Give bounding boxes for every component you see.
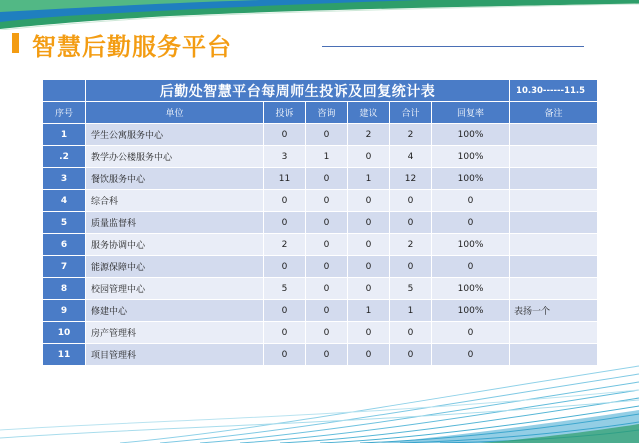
cell-suggestions: 0	[348, 322, 390, 344]
table-row	[43, 322, 598, 344]
cell-unit: 房产管理科	[86, 322, 264, 344]
cell-remarks	[510, 124, 598, 146]
cell-remarks	[510, 146, 598, 168]
header-reply-rate: 回复率	[432, 102, 510, 124]
cell-inquiries: 0	[306, 344, 348, 366]
cell-unit: 修建中心	[86, 300, 264, 322]
table-row	[43, 212, 598, 234]
cell-suggestions: 0	[348, 146, 390, 168]
cell-seq: 5	[43, 212, 86, 234]
cell-unit: 项目管理科	[86, 344, 264, 366]
table-row	[43, 234, 598, 256]
cell-inquiries: 0	[306, 234, 348, 256]
header-unit: 单位	[86, 102, 264, 124]
table-title-row	[43, 80, 598, 102]
cell-remarks	[510, 234, 598, 256]
cell-complaints: 0	[264, 190, 306, 212]
cell-suggestions: 1	[348, 168, 390, 190]
statistics-table	[42, 79, 598, 366]
cell-total: 0	[390, 212, 432, 234]
bottom-wave-decoration	[0, 360, 639, 443]
cell-total: 1	[390, 300, 432, 322]
cell-unit: 校园管理中心	[86, 278, 264, 300]
cell-unit: 学生公寓服务中心	[86, 124, 264, 146]
cell-suggestions: 0	[348, 234, 390, 256]
cell-suggestions: 2	[348, 124, 390, 146]
cell-reply-rate: 100%	[432, 168, 510, 190]
top-wave-decoration	[0, 0, 639, 30]
cell-remarks	[510, 212, 598, 234]
cell-inquiries: 0	[306, 322, 348, 344]
cell-seq: 10	[43, 322, 86, 344]
cell-complaints: 0	[264, 344, 306, 366]
cell-reply-rate: 100%	[432, 278, 510, 300]
cell-complaints: 0	[264, 300, 306, 322]
cell-total: 5	[390, 278, 432, 300]
cell-unit: 餐饮服务中心	[86, 168, 264, 190]
cell-total: 0	[390, 344, 432, 366]
cell-complaints: 5	[264, 278, 306, 300]
cell-unit: 质量监督科	[86, 212, 264, 234]
cell-seq: 3	[43, 168, 86, 190]
cell-seq: 11	[43, 344, 86, 366]
cell-complaints: 3	[264, 146, 306, 168]
table-row	[43, 278, 598, 300]
header-total: 合计	[390, 102, 432, 124]
cell-unit: 综合科	[86, 190, 264, 212]
header-inquiries: 咨询	[306, 102, 348, 124]
cell-seq: 6	[43, 234, 86, 256]
table-row	[43, 124, 598, 146]
cell-seq: 4	[43, 190, 86, 212]
cell-inquiries: 0	[306, 300, 348, 322]
cell-unit: 服务协调中心	[86, 234, 264, 256]
cell-complaints: 2	[264, 234, 306, 256]
header-complaints: 投诉	[264, 102, 306, 124]
cell-reply-rate: 0	[432, 322, 510, 344]
table-row	[43, 256, 598, 278]
table-title: 后勤处智慧平台每周师生投诉及回复统计表	[86, 80, 510, 102]
title-divider-line	[322, 46, 584, 47]
cell-total: 0	[390, 256, 432, 278]
cell-total: 0	[390, 322, 432, 344]
cell-total: 0	[390, 190, 432, 212]
cell-reply-rate: 100%	[432, 300, 510, 322]
cell-reply-rate: 100%	[432, 124, 510, 146]
table-row	[43, 168, 598, 190]
cell-inquiries: 0	[306, 256, 348, 278]
cell-inquiries: 0	[306, 168, 348, 190]
cell-suggestions: 1	[348, 300, 390, 322]
cell-seq: 1	[43, 124, 86, 146]
cell-seq: .2	[43, 146, 86, 168]
cell-suggestions: 0	[348, 212, 390, 234]
cell-suggestions: 0	[348, 256, 390, 278]
cell-seq: 7	[43, 256, 86, 278]
page-title: 智慧后勤服务平台	[32, 33, 232, 61]
cell-suggestions: 0	[348, 190, 390, 212]
cell-inquiries: 0	[306, 124, 348, 146]
cell-reply-rate: 100%	[432, 234, 510, 256]
cell-total: 12	[390, 168, 432, 190]
cell-reply-rate: 100%	[432, 146, 510, 168]
table-row	[43, 190, 598, 212]
cell-reply-rate: 0	[432, 256, 510, 278]
title-accent-bar	[12, 33, 19, 53]
cell-remarks: 表扬一个	[510, 300, 598, 322]
table-title-spacer	[43, 80, 86, 102]
cell-inquiries: 0	[306, 190, 348, 212]
cell-remarks	[510, 190, 598, 212]
cell-complaints: 11	[264, 168, 306, 190]
cell-suggestions: 0	[348, 344, 390, 366]
cell-seq: 8	[43, 278, 86, 300]
cell-suggestions: 0	[348, 278, 390, 300]
header-suggestions: 建议	[348, 102, 390, 124]
cell-total: 2	[390, 234, 432, 256]
cell-remarks	[510, 322, 598, 344]
cell-complaints: 0	[264, 256, 306, 278]
cell-remarks	[510, 278, 598, 300]
cell-unit: 能源保障中心	[86, 256, 264, 278]
header-remarks: 备注	[510, 102, 598, 124]
cell-seq: 9	[43, 300, 86, 322]
cell-complaints: 0	[264, 212, 306, 234]
cell-total: 2	[390, 124, 432, 146]
cell-complaints: 0	[264, 124, 306, 146]
table-header-row	[43, 102, 598, 124]
cell-unit: 教学办公楼服务中心	[86, 146, 264, 168]
cell-remarks	[510, 168, 598, 190]
table-row	[43, 344, 598, 366]
cell-remarks	[510, 256, 598, 278]
header-seq: 序号	[43, 102, 86, 124]
cell-remarks	[510, 344, 598, 366]
date-range: 10.30------11.5	[510, 80, 598, 102]
cell-reply-rate: 0	[432, 212, 510, 234]
cell-inquiries: 0	[306, 212, 348, 234]
table-row	[43, 146, 598, 168]
table-row	[43, 300, 598, 322]
cell-reply-rate: 0	[432, 190, 510, 212]
cell-inquiries: 0	[306, 278, 348, 300]
cell-reply-rate: 0	[432, 344, 510, 366]
cell-total: 4	[390, 146, 432, 168]
cell-complaints: 0	[264, 322, 306, 344]
cell-inquiries: 1	[306, 146, 348, 168]
